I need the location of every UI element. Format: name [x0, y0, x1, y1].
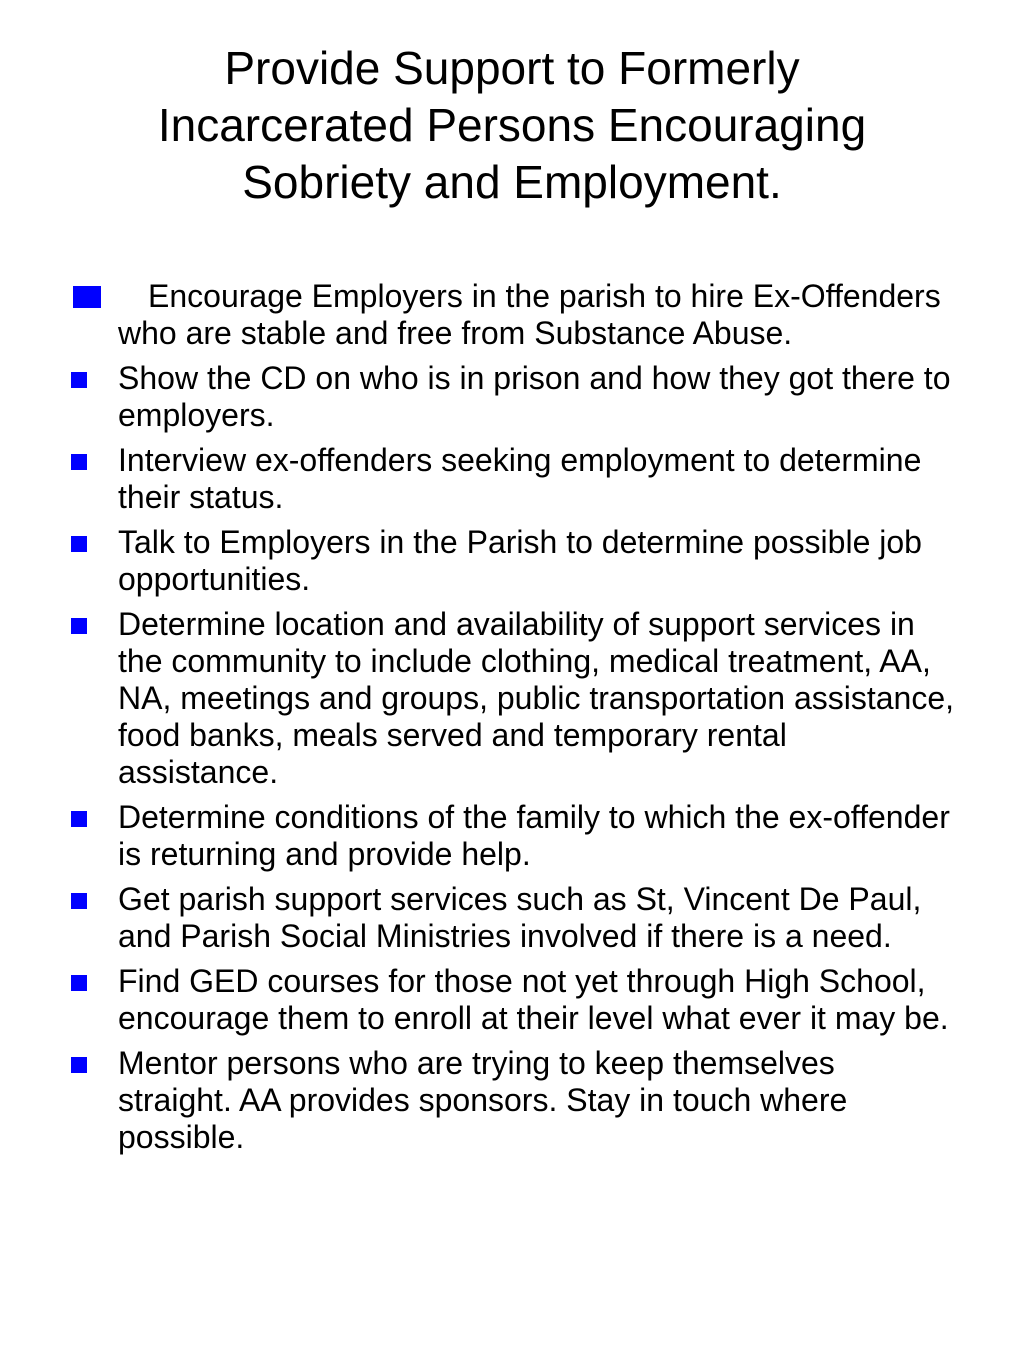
title-line-3: Sobriety and Employment.: [242, 156, 782, 208]
list-item: [0, 1045, 1024, 1156]
list-item: [0, 799, 1024, 873]
bullet-text: Encourage Employers in the parish to hire Ex-Offenders who are stable and free from Substance Abuse.: [118, 278, 941, 351]
list-item: [0, 606, 1024, 791]
square-bullet-icon: [71, 618, 87, 634]
slide-title: [40, 40, 984, 211]
bullet-text: Get parish support services such as St, Vincent De Paul, and Parish Social Ministries involved if there is a need.: [118, 881, 922, 954]
list-item: [0, 360, 1024, 434]
bullet-text: Interview ex-offenders seeking employment to determine their status.: [118, 442, 922, 515]
square-bullet-icon: [71, 975, 87, 991]
bullet-text: Talk to Employers in the Parish to determine possible job opportunities.: [118, 524, 922, 597]
square-bullet-icon: [73, 286, 101, 308]
bullet-text: Mentor persons who are trying to keep themselves straight. AA provides sponsors. Stay in touch where possible.: [118, 1045, 848, 1155]
list-item: [0, 524, 1024, 598]
square-bullet-icon: [71, 1057, 87, 1073]
list-item: [0, 881, 1024, 955]
square-bullet-icon: [71, 454, 87, 470]
title-line-1: Provide Support to Formerly: [224, 42, 800, 94]
bullet-text: Determine location and availability of support services in the community to include clothing, medical treatment, AA, NA, meetings and groups, public transportation assistance, food banks, meals served and temporary rental assistance.: [118, 606, 955, 790]
bullet-list: [0, 278, 1024, 1164]
bullet-text: Find GED courses for those not yet through High School, encourage them to enroll at their level what ever it may be.: [118, 963, 949, 1036]
square-bullet-icon: [71, 536, 87, 552]
square-bullet-icon: [71, 893, 87, 909]
list-item: [0, 278, 1024, 352]
square-bullet-icon: [71, 372, 87, 388]
bullet-text: Show the CD on who is in prison and how they got there to employers.: [118, 360, 951, 433]
list-item: [0, 963, 1024, 1037]
bullet-text: Determine conditions of the family to which the ex-offender is returning and provide help.: [118, 799, 950, 872]
list-item: [0, 442, 1024, 516]
square-bullet-icon: [71, 811, 87, 827]
title-line-2: Incarcerated Persons Encouraging: [157, 99, 867, 151]
